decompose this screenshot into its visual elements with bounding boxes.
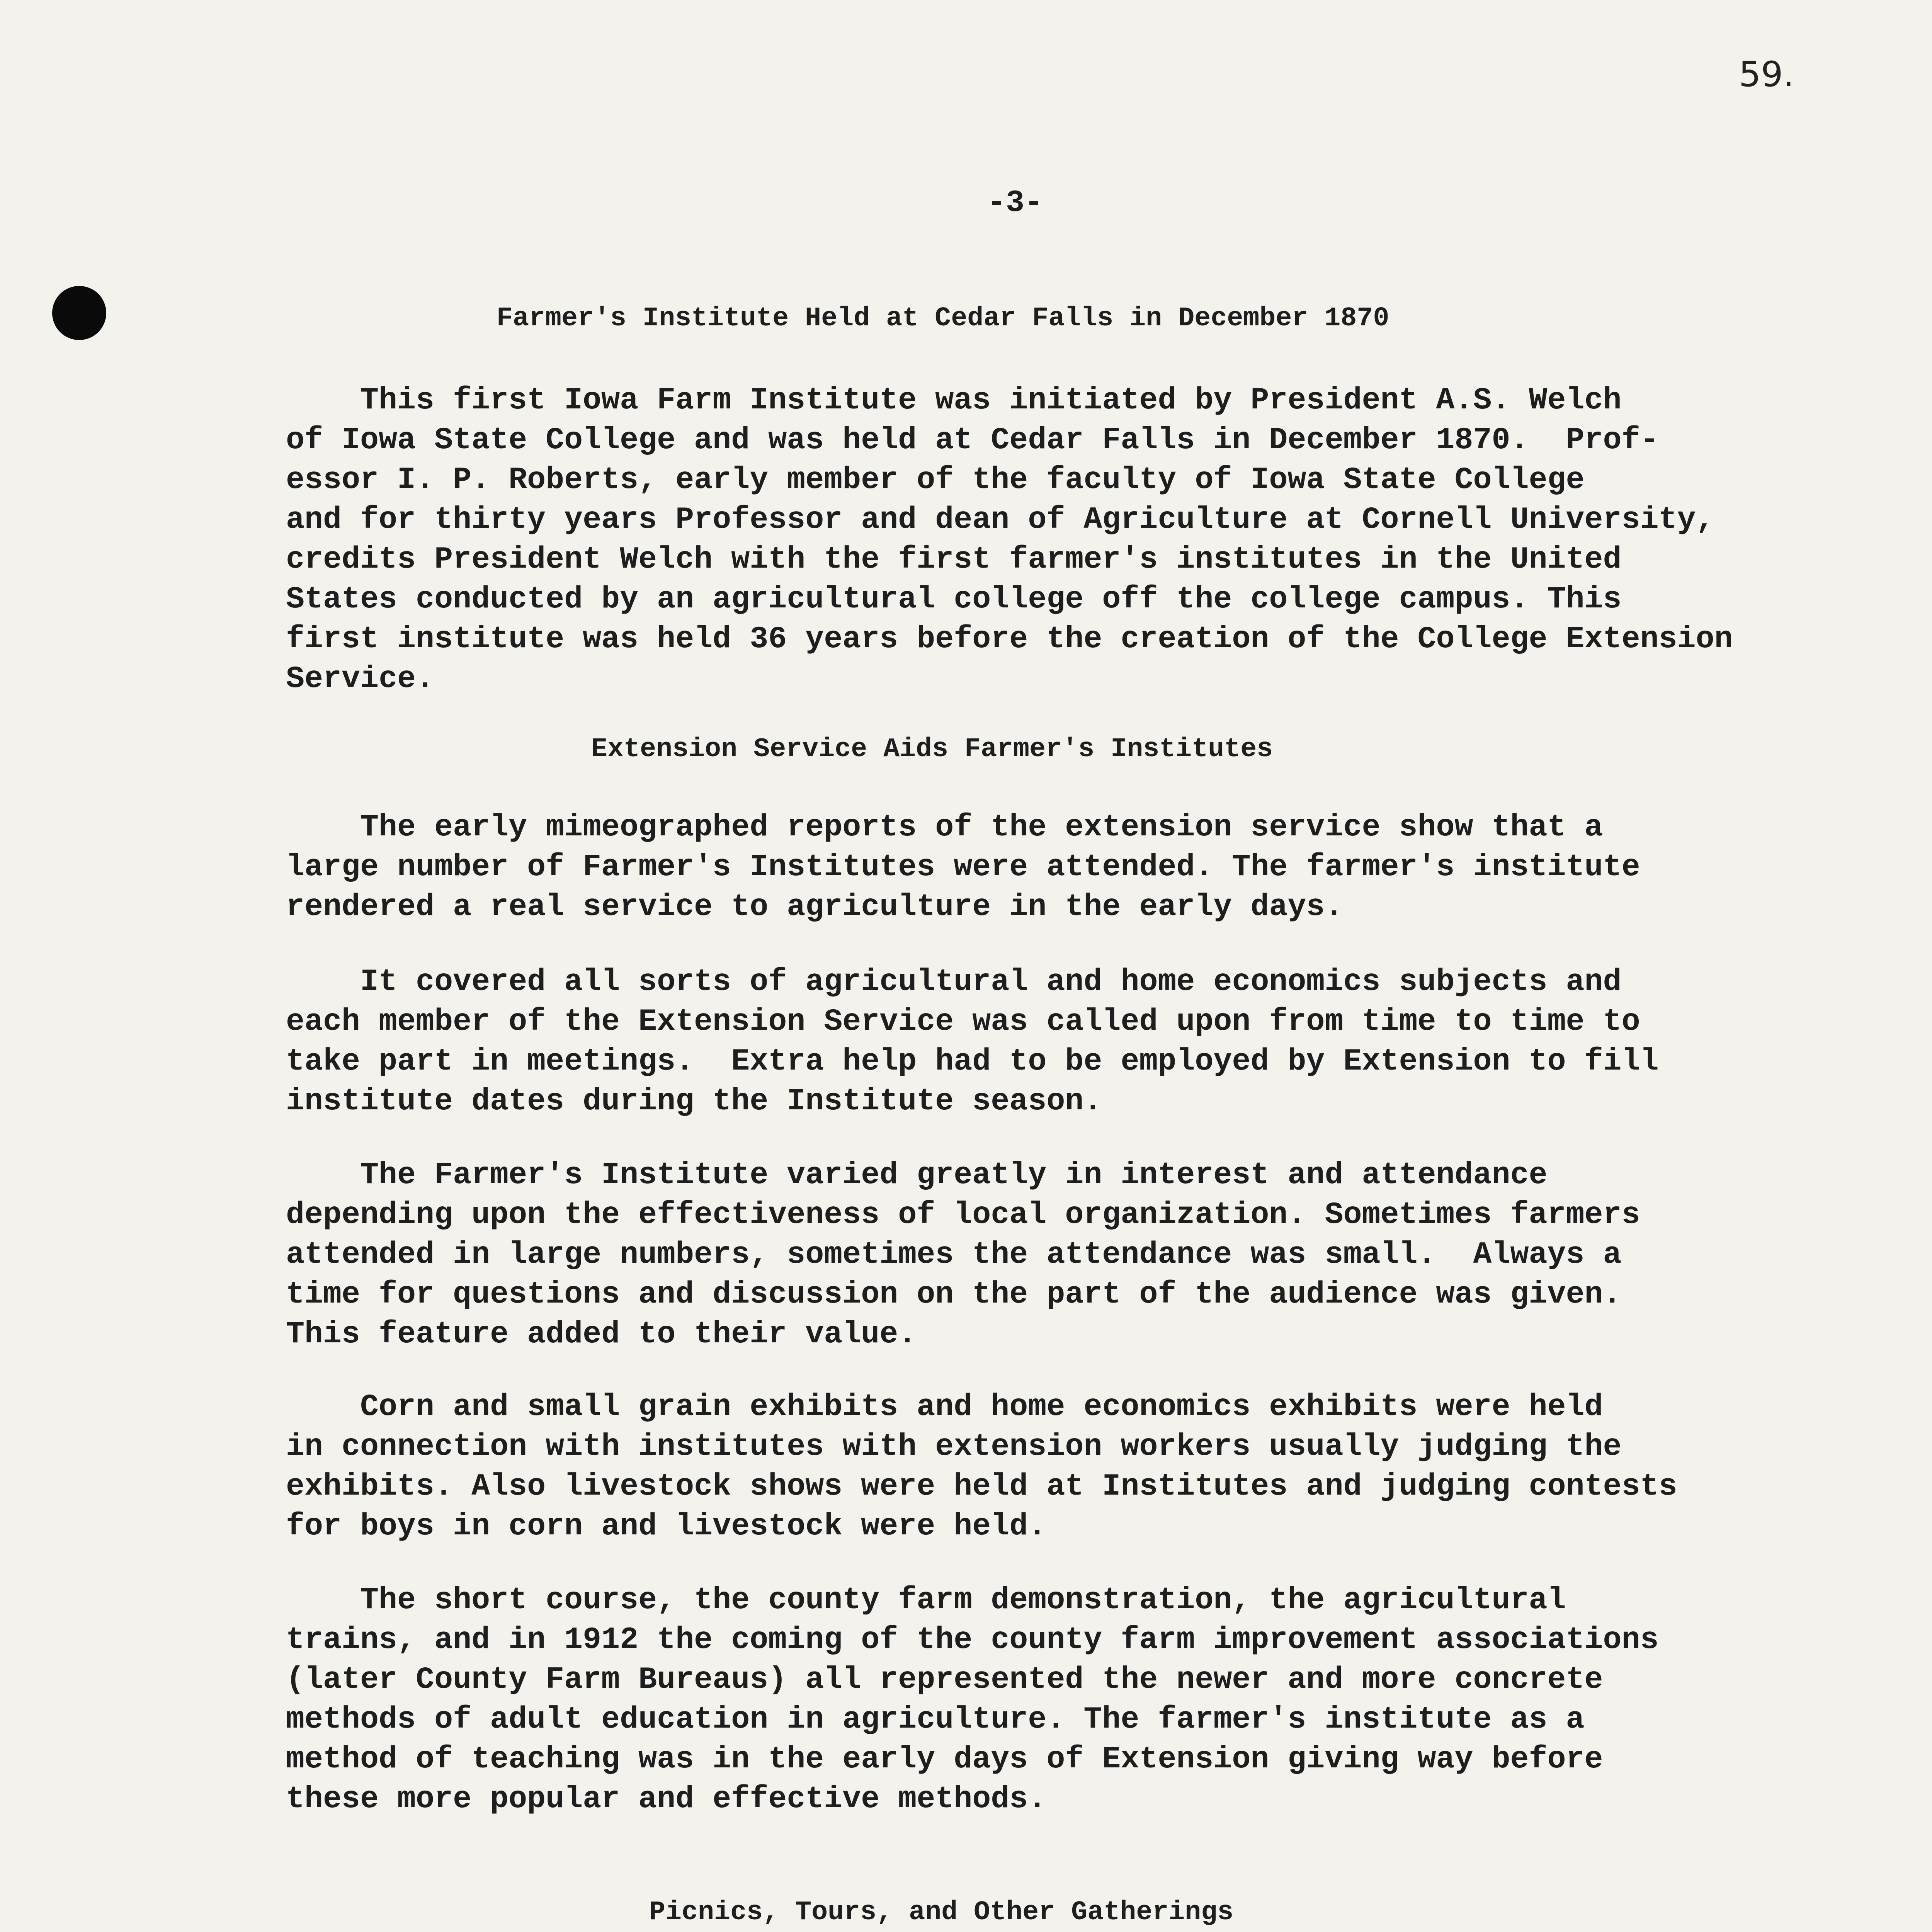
paragraph-interest-attendance: The Farmer's Institute varied greatly in interest and attendance depending upon the effectiveness of local organization. Sometimes farmers attended in large numbers, sometimes the attendance was small. Always a time for questions and discussion on the part of the audience was given. This feature added to their value. [286,1158,1640,1352]
typed-page-marker: -3- [987,185,1043,221]
section-heading-picnics-tours: Picnics, Tours, and Other Gatherings [649,1897,1234,1928]
paragraph-cedar-falls: This first Iowa Farm Institute was initiated by President A.S. Welch of Iowa State College and was held at Cedar Falls in December 1870. Prof- essor I. P. Roberts, early member of the faculty of Iowa State College and for thirty years Professor and dean of Agriculture at Cornell University, credits President Welch with the first farmer's institutes in the United States conducted by an agricultural college off the college campus. This first institute was held 36 years before the creation of the College Extension Service. [286,383,1733,697]
section-heading-extension-aids: Extension Service Aids Farmer's Institutes [591,734,1273,765]
handwritten-page-number: 59. [1739,54,1794,95]
section-heading-cedar-falls: Farmer's Institute Held at Cedar Falls in December 1870 [497,303,1389,334]
paragraph-exhibits: Corn and small grain exhibits and home economics exhibits were held in connection with institutes with extension workers usually judging the exhibits. Also livestock shows were held at Institutes and judging contests for boys in corn and livestock were held. [286,1389,1677,1544]
paragraph-newer-methods: The short course, the county farm demonstration, the agricultural trains, and in 1912 the coming of the county farm improvement associations (later County Farm Bureaus) all represented the newer and more concrete methods of adult education in agriculture. The farmer's institute as a method of teaching was in the early days of Extension giving way before these more popular and effective methods. [286,1583,1659,1817]
paragraph-subjects-covered: It covered all sorts of agricultural and home economics subjects and each member of the Extension Service was called upon from time to time to take part in meetings. Extra help had to be employed by Extension to fill institute dates during the Institute season. [286,964,1659,1119]
paragraph-mimeographed-reports: The early mimeographed reports of the extension service show that a large number of Farmer's Institutes were attended. The farmer's institute rendered a real service to agriculture in the early days. [286,810,1640,925]
punch-hole-top [52,286,106,340]
